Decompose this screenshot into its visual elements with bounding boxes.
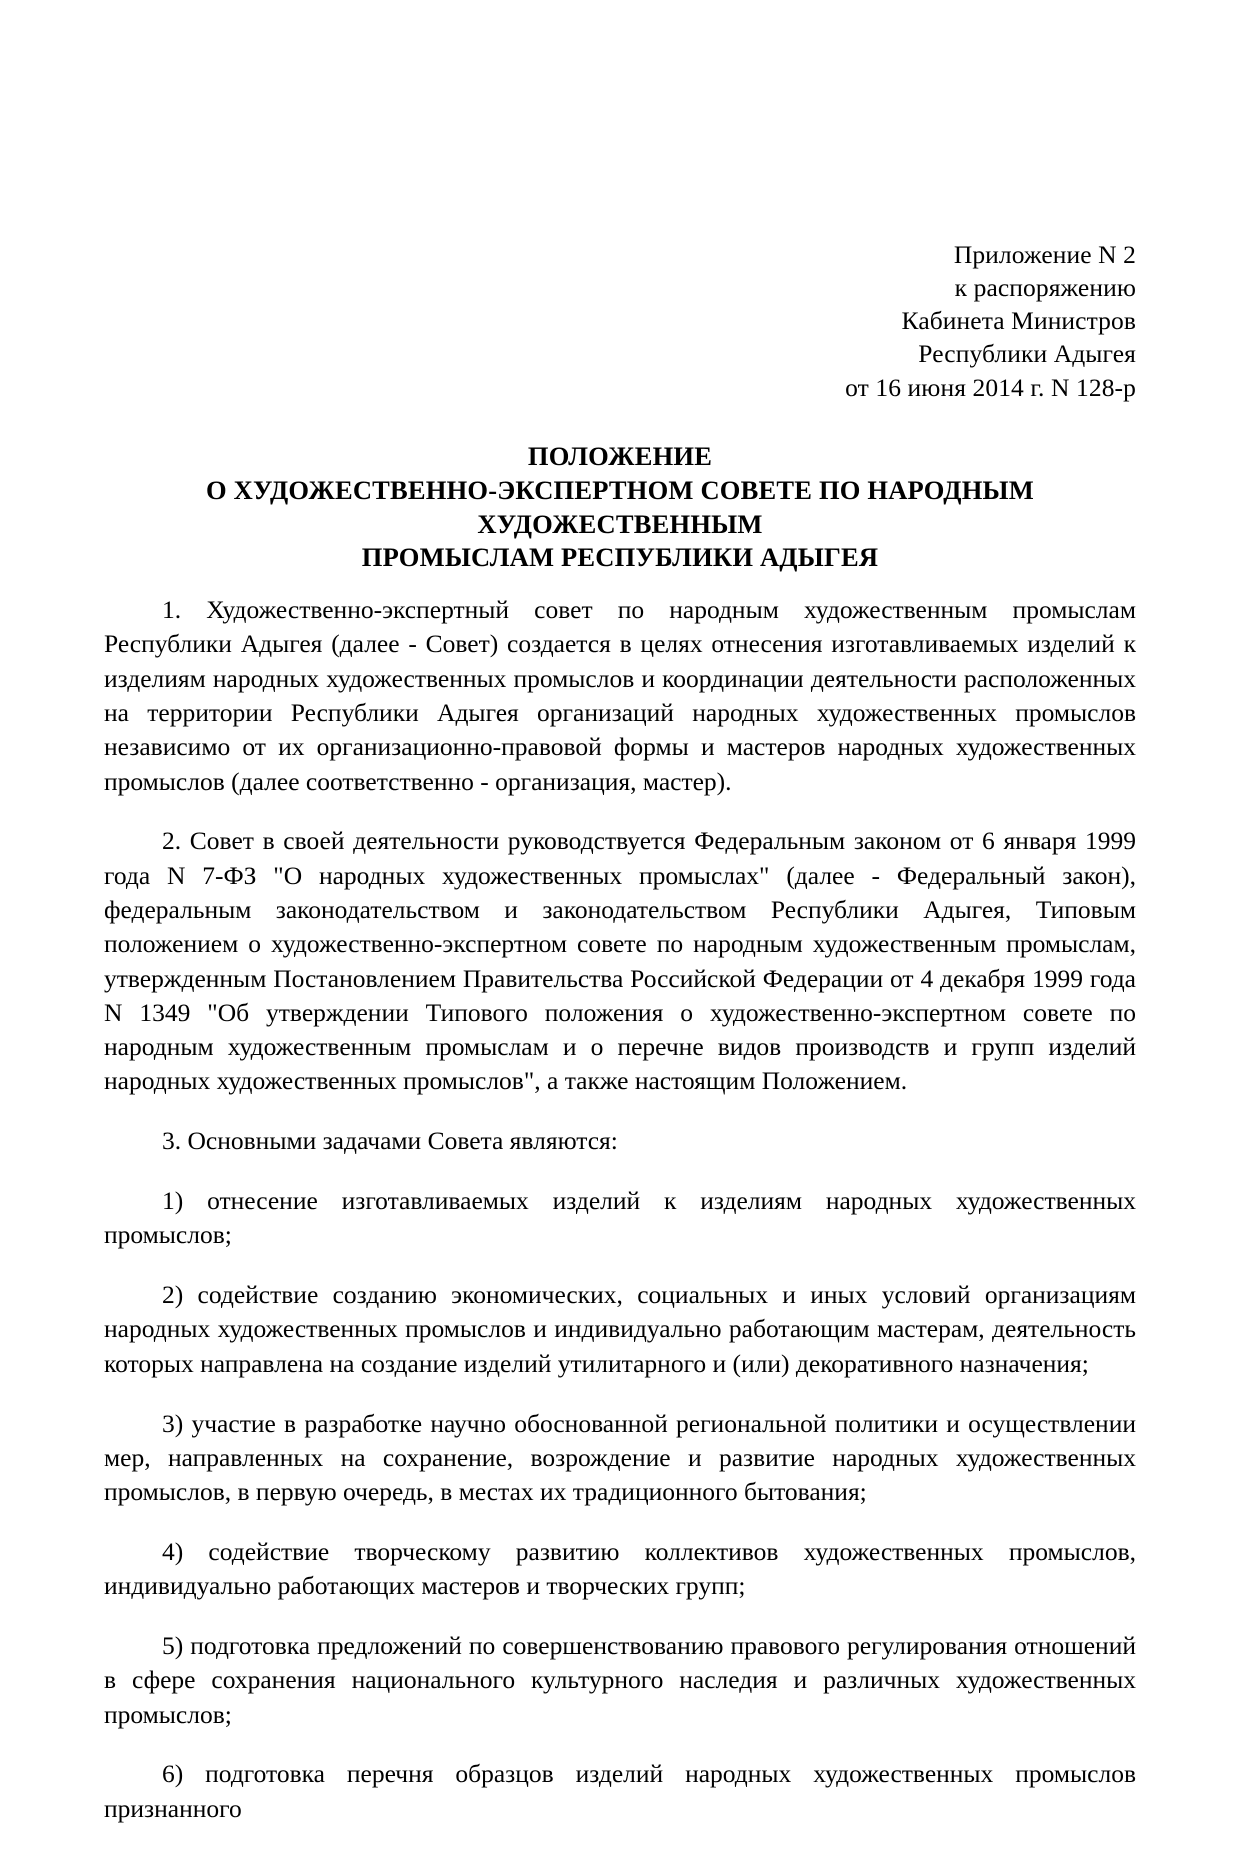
- page-title-line-3: ХУДОЖЕСТВЕННЫМ: [477, 508, 763, 539]
- list-item-3: 3) участие в разработке научно обоснованной региональной политики и осуществлении мер, направленных на сохранение, возрождение и развитие народных художественных промыслов, в первую очередь, в местах их традиционного бытования;: [104, 1408, 1136, 1507]
- paragraph-3: 3. Основными задачами Совета являются:: [162, 1126, 618, 1156]
- list-item-2: 2) содействие созданию экономических, социальных и иных условий организациям народных художественных промыслов и индивидуально работающим мастерам, деятельность которых направлена на создание изделий утилитарного и (или) декоративного назначения;: [104, 1280, 1136, 1378]
- page-title-line-1: ПОЛОЖЕНИЕ: [527, 440, 713, 471]
- list-item-5: 5) подготовка предложений по совершенствованию правового регулирования отношений в сфере сохранения национального культурного наследия и различных художественных промыслов;: [104, 1631, 1136, 1729]
- list-item-4: 4) содействие творческому развитию коллективов художественных промыслов, индивидуально работающих мастеров и творческих групп;: [104, 1536, 1136, 1601]
- page-title-line-2: О ХУДОЖЕСТВЕННО-ЭКСПЕРТНОМ СОВЕТЕ ПО НАРОДНЫМ: [206, 474, 1034, 505]
- list-item-1: 1) отнесение изготавливаемых изделий к изделиям народных художественных промыслов;: [104, 1186, 1136, 1250]
- appendix-header-line-5: от 16 июня 2014 г. N 128-р: [845, 372, 1136, 402]
- page-title: [104, 440, 1136, 576]
- paragraph-2: 2. Совет в своей деятельности руководствуется Федеральным законом от 6 января 1999 года N 7-ФЗ "О народных художественных промыслах" (далее - Федеральный закон), федеральным законодательством и законодательством Республики Адыгея, Типовым положением о художественно-экспертном совете по народным художественным промыслам, утвержденным Постановлением Правительства Российской Федерации от 4 декабря 1999 года N 1349 "Об утверждении Типового положения о художественно-экспертном совете по народным художественным промыслам и о перечне видов производств и групп изделий народных художественных промыслов", а также настоящим Положением.: [104, 826, 1136, 1096]
- page-content: [104, 0, 1136, 1851]
- appendix-header: [104, 238, 1136, 404]
- appendix-header-line-1: Приложение N 2: [953, 240, 1136, 269]
- appendix-header-line-3: Кабинета Министров: [901, 306, 1136, 336]
- page-title-line-4: ПРОМЫСЛАМ РЕСПУБЛИКИ АДЫГЕЯ: [361, 542, 879, 573]
- appendix-header-line-2: к распоряжению: [954, 273, 1136, 303]
- appendix-header-line-4: Республики Адыгея: [918, 339, 1136, 369]
- paragraph-1: 1. Художественно-экспертный совет по народным художественным промыслам Республики Адыгея (далее - Совет) создается в целях отнесения изготавливаемых изделий к изделиям народных художественных промыслов и координации деятельности расположенных на территории Республики Адыгея организаций народных художественных промыслов независимо от их организационно-правовой формы и мастеров народных художественных промыслов (далее соответственно - организация, мастер).: [104, 595, 1136, 796]
- list-item-6: 6) подготовка перечня образцов изделий народных художественных промыслов признанного: [104, 1759, 1136, 1823]
